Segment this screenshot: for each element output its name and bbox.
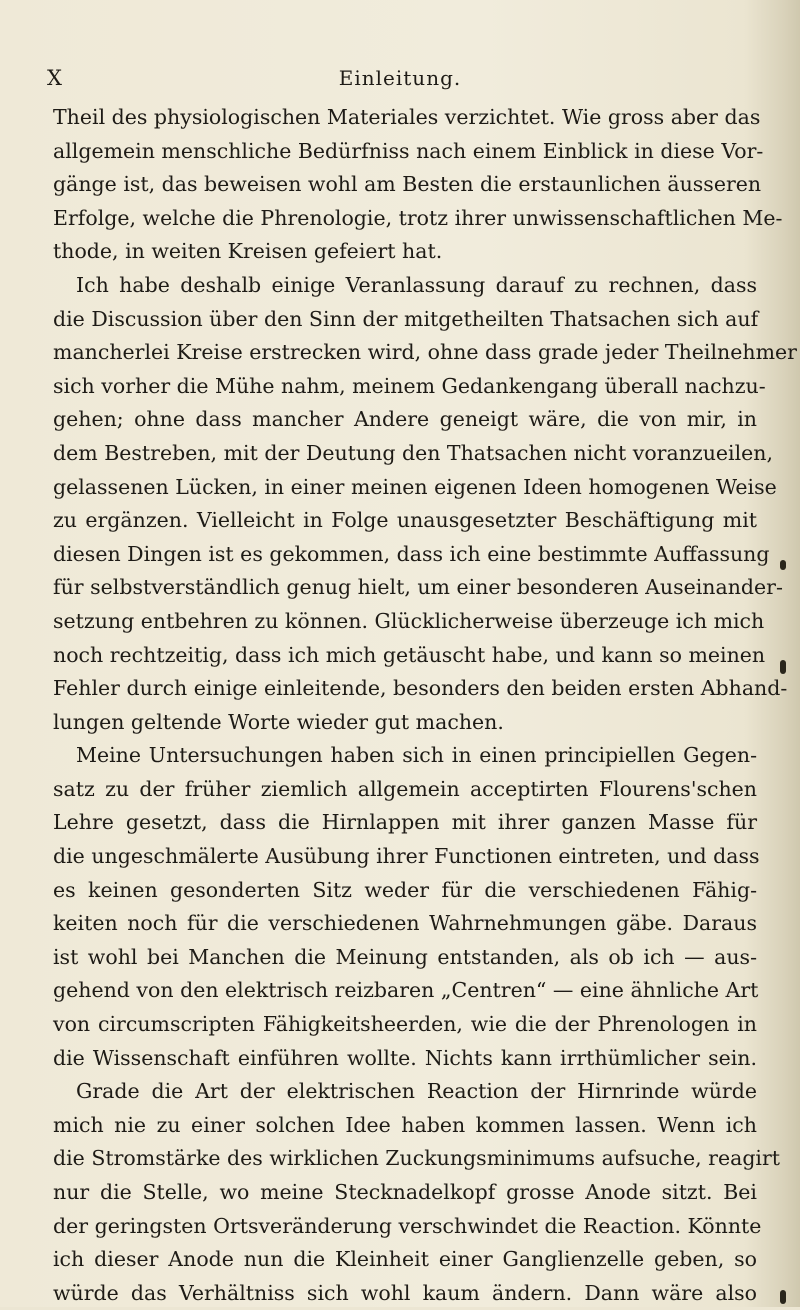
text-line: es keinen gesonderten Sitz weder für die verschiedenen Fähig- <box>53 877 757 902</box>
text-line: Grade die Art der elektrischen Reaction der Hirnrinde würde <box>76 1079 757 1104</box>
text-line: mich nie zu einer solchen Idee haben kommen lassen. Wenn ich <box>53 1112 757 1137</box>
text-line: Lehre gesetzt, dass die Hirnlappen mit ihrer ganzen Masse für <box>53 810 757 835</box>
text-line: für selbstverständlich genug hielt, um einer besonderen Auseinander- <box>53 575 783 600</box>
text-line: von circumscripten Fähigkeitsheerden, wie die der Phrenologen in <box>53 1012 757 1037</box>
text-line: Meine Untersuchungen haben sich in einen principiellen Gegen- <box>76 743 757 768</box>
text-line: noch rechtzeitig, dass ich mich getäuscht habe, und kann so meinen <box>53 642 766 667</box>
text-line: gelassenen Lücken, in einer meinen eigenen Ideen homogenen Weise <box>53 474 777 499</box>
text-line: gehend von den elektrisch reizbaren „Centren“ — eine ähnliche Art <box>53 978 759 1003</box>
text-line: gehen; ohne dass mancher Andere geneigt wäre, die von mir, in <box>53 407 757 432</box>
text-line: setzung entbehren zu können. Glücklicherweise überzeuge ich mich <box>53 608 765 633</box>
text-line: Fehler durch einige einleitende, besonders den beiden ersten Abhand- <box>53 676 788 701</box>
text-line: die Discussion über den Sinn der mitgetheilten Thatsachen sich auf <box>53 306 759 331</box>
text-line: die ungeschmälerte Ausübung ihrer Functionen eintreten, und dass <box>53 844 760 869</box>
text-line: allgemein menschliche Bedürfniss nach einem Einblick in diese Vor- <box>53 138 764 163</box>
text-line: der geringsten Ortsveränderung verschwindet die Reaction. Könnte <box>53 1213 762 1238</box>
text-line: lungen geltende Worte wieder gut machen. <box>53 709 504 734</box>
text-line: satz zu der früher ziemlich allgemein acceptirten Flourens'schen <box>53 776 757 801</box>
text-line: gänge ist, das beweisen wohl am Besten die erstaunlichen äusseren <box>53 172 762 197</box>
text-line: dem Bestreben, mit der Deutung den Thatsachen nicht voranzueilen, <box>53 440 773 465</box>
text-line: ist wohl bei Manchen die Meinung entstanden, als ob ich — aus- <box>53 944 757 969</box>
text-line: Theil des physiologischen Materiales verzichtet. Wie gross aber das <box>53 105 761 129</box>
text-line: würde das Verhältniss sich wohl kaum ändern. Dann wäre also <box>53 1280 757 1305</box>
text-line: Erfolge, welche die Phrenologie, trotz ihrer unwissenschaftlichen Me- <box>53 205 783 230</box>
text-line: zu ergänzen. Vielleicht in Folge unausgesetzter Beschäftigung mit <box>53 508 757 533</box>
text-line: die Wissenschaft einführen wollte. Nichts kann irrthümlicher sein. <box>53 1045 757 1070</box>
text-line: diesen Dingen ist es gekommen, dass ich eine bestimmte Auffassung <box>53 541 770 566</box>
running-title: Einleitung. <box>338 66 462 90</box>
page-edge-mark <box>780 560 786 570</box>
body-text <box>53 101 797 1310</box>
text-line: keiten noch für die verschiedenen Wahrnehmungen gäbe. Daraus <box>53 911 757 936</box>
text-line: sich vorher die Mühe nahm, meinem Gedankengang überall nachzu- <box>53 373 766 398</box>
text-line: nur die Stelle, wo meine Stecknadelkopf grosse Anode sitzt. Bei <box>53 1180 757 1204</box>
text-line: mancherlei Kreise erstrecken wird, ohne dass grade jeder Theilnehmer <box>53 340 797 365</box>
page-edge-mark <box>780 1290 786 1304</box>
page-edge-mark <box>780 660 786 674</box>
page-header <box>0 66 800 96</box>
text-line: Ich habe deshalb einige Veranlassung darauf zu rechnen, dass <box>76 272 757 297</box>
text-line: thode, in weiten Kreisen gefeiert hat. <box>53 239 443 264</box>
text-line: ich dieser Anode nun die Kleinheit einer Ganglienzelle geben, so <box>53 1247 757 1272</box>
page-number: X <box>47 66 63 90</box>
text-line: die Stromstärke des wirklichen Zuckungsminimums aufsuche, reagirt <box>53 1146 781 1171</box>
